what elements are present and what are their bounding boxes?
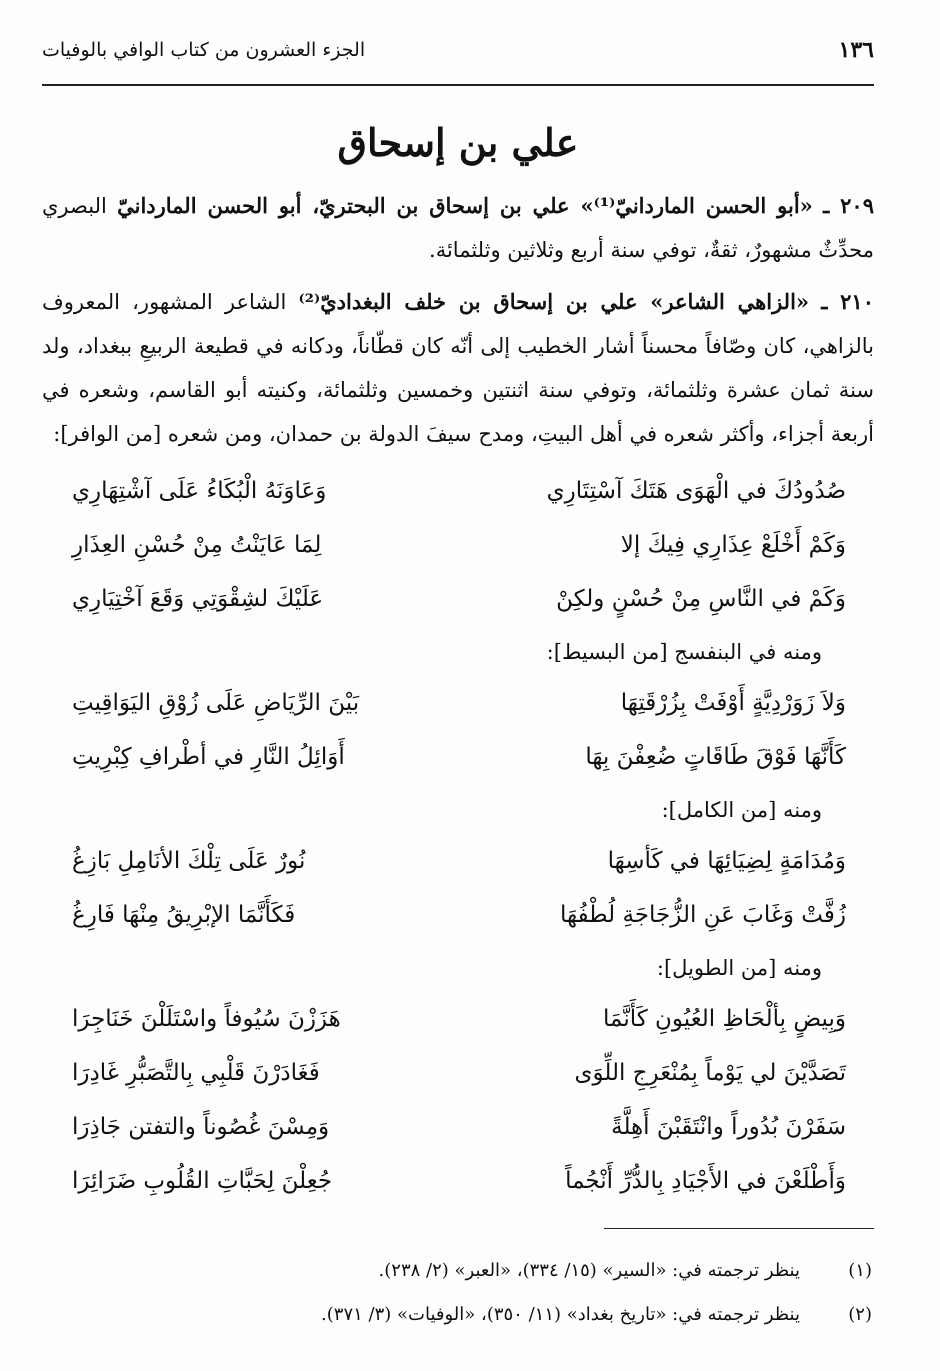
entry-lead: «الزاهي الشاعر» علي بن إسحاق بن خلف البغداديّ⁽²⁾ [298,288,810,314]
poem-wafir [42,464,874,626]
entry-text: الشاعر المشهور، المعروف بالزاهي، كان وصّافاً محسناً أشار الخطيب إلى أنّه كان قطّاناً، ودكانه في قطيعة الربيعِ ببغداد، ولد سنة ثمان عشرة وثلثمائة، وتوفي سنة اثنتين وخمسين وثلثمائة، وكنيته أبو القاسم، وشعره في أربعة أجزاء، وأكثر شعره في أهل البيتِ، ومدح سيفَ الدولة بن حمدان، ومن شعره [من الوافر]: [42,289,874,446]
verse [42,888,874,942]
verse [42,730,874,784]
entry-number: ٢١٠ ـ [821,288,874,314]
footnotes [42,1249,874,1337]
verse [42,1154,874,1208]
first-hemistich: وَأَطْلَعْنَ في الأَجْيَادِ بِالدُّرِّ أَنْجُماً [565,1167,846,1194]
verse [42,518,874,572]
second-hemistich: فَغَادَرْنَ قَلْبِي بِالتَّصَبُّرِ غَادِرَا [72,1059,320,1086]
second-hemistich: فَكَأَنَّمَا الإبْرِيقُ مِنْهَا فَارِغُ [72,901,296,928]
entry-number: ٢٠٩ ـ [823,192,874,218]
biography-entry [42,184,874,272]
verse [42,992,874,1046]
second-hemistich: وَعَاوَنَهُ الْبُكَاءُ عَلَى آشْتِهَارِي [72,477,327,504]
footnote-marker: (٢) [848,1303,872,1325]
second-hemistich: جُعِلْنَ لِحَبَّاتِ القُلُوبِ ضَرَائِرَا [72,1167,333,1194]
verse [42,1046,874,1100]
first-hemistich: صُدُودُكَ في الْهَوَى هَتَكَ آسْتِتَارِي [546,477,846,504]
second-hemistich: هَزَزْنَ سُيُوفاً واسْتَلَلْنَ خَنَاجِرَا [72,1005,341,1032]
first-hemistich: وَبِيضٍ بِألْحَاظِ العُيُونِ كَأَنَّمَا [603,1005,846,1032]
footnote-text: ينظر ترجمته في: «السير» (١٥/ ٣٣٤)، «العبر» (٢/ ٢٣٨). [378,1259,800,1281]
first-hemistich: سَفَرْنَ بُدُوراً وانْتَقَبْنَ أَهِلَّةً [611,1113,846,1140]
first-hemistich: وَكَمْ في النَّاسِ مِنْ حُسْنٍ ولكِنْ [556,585,846,612]
first-hemistich: زُفَّتْ وَغَابَ عَنِ الزُّجَاجَةِ لُطْفُهَا [560,901,846,928]
poem-tawil [42,992,874,1208]
footnote-rule [604,1228,874,1229]
verse [42,676,874,730]
poem-kamil [42,834,874,942]
second-hemistich: لِمَا عَايَنْتُ مِنْ حُسْنِ العِذَارِ [72,531,322,558]
footnote [42,1249,874,1293]
page-number: ١٣٦ [838,37,874,63]
footnote-text: ينظر ترجمته في: «تاريخ بغداد» (١١/ ٣٥٠)، «الوفيات» (٣/ ٣٧١). [321,1303,800,1325]
book-page [42,28,874,1337]
entry-text: البصري محدِّثٌ مشهورٌ، ثقةٌ، توفي سنة أربع وثلاثين وثلثمائة. [42,193,874,262]
entry-lead: «أبو الحسن الماردانيّ⁽¹⁾» علي بن إسحاق بن البحتريّ، أبو الحسن الماردانيّ [117,192,813,218]
second-hemistich: أَوَائِلُ النَّارِ في أطْرافِ كِبْرِيتِ [72,743,345,770]
verse [42,464,874,518]
second-hemistich: عَلَيْكَ لشِقْوَتِي وَقَعَ آخْتِيَارِي [72,585,324,612]
biography-entry [42,280,874,456]
running-title: الجزء العشرون من كتاب الوافي بالوفيات [42,39,366,61]
running-head [42,28,874,72]
header-rule [42,84,874,86]
poem-intro: ومنه في البنفسج [من البسيط]: [546,639,822,664]
poem-intro: ومنه [من الكامل]: [661,797,822,822]
second-hemistich: بَيْنَ الرِّيَاضِ عَلَى زُوْقِ اليَوَاقِيتِ [72,689,360,716]
first-hemistich: وَمُدَامَةٍ لِضِيَائِهَا في كَأسِهَا [607,847,846,874]
first-hemistich: وَكَمْ أَخْلَعْ عِذَارِي فِيكَ إلا [620,531,846,558]
second-hemistich: وَمِسْنَ غُصُوناً والتفتن جَاذِرَا [72,1113,330,1140]
poem-basit [42,676,874,784]
verse [42,834,874,888]
first-hemistich: وَلاَ زَوَرْدِيَّةٍ أَوْفَتْ بِزُرْقَتِهَا [620,689,846,716]
first-hemistich: تَصَدَّيْنَ لي يَوْماً بِمُنْعَرِجِ اللِّوَى [574,1059,846,1086]
chapter-title: علي بن إسحاق [337,120,579,165]
verse [42,1100,874,1154]
verse [42,572,874,626]
second-hemistich: نُورٌ عَلَى تِلْكَ الأنَامِلِ بَازِغُ [72,847,306,874]
poem-intro: ومنه [من الطويل]: [656,955,822,980]
footnote [42,1293,874,1337]
first-hemistich: كَأَنَّهَا فَوْقَ طَاقَاتٍ ضُعِفْنَ بِهَا [585,743,846,770]
footnote-marker: (١) [848,1259,872,1281]
